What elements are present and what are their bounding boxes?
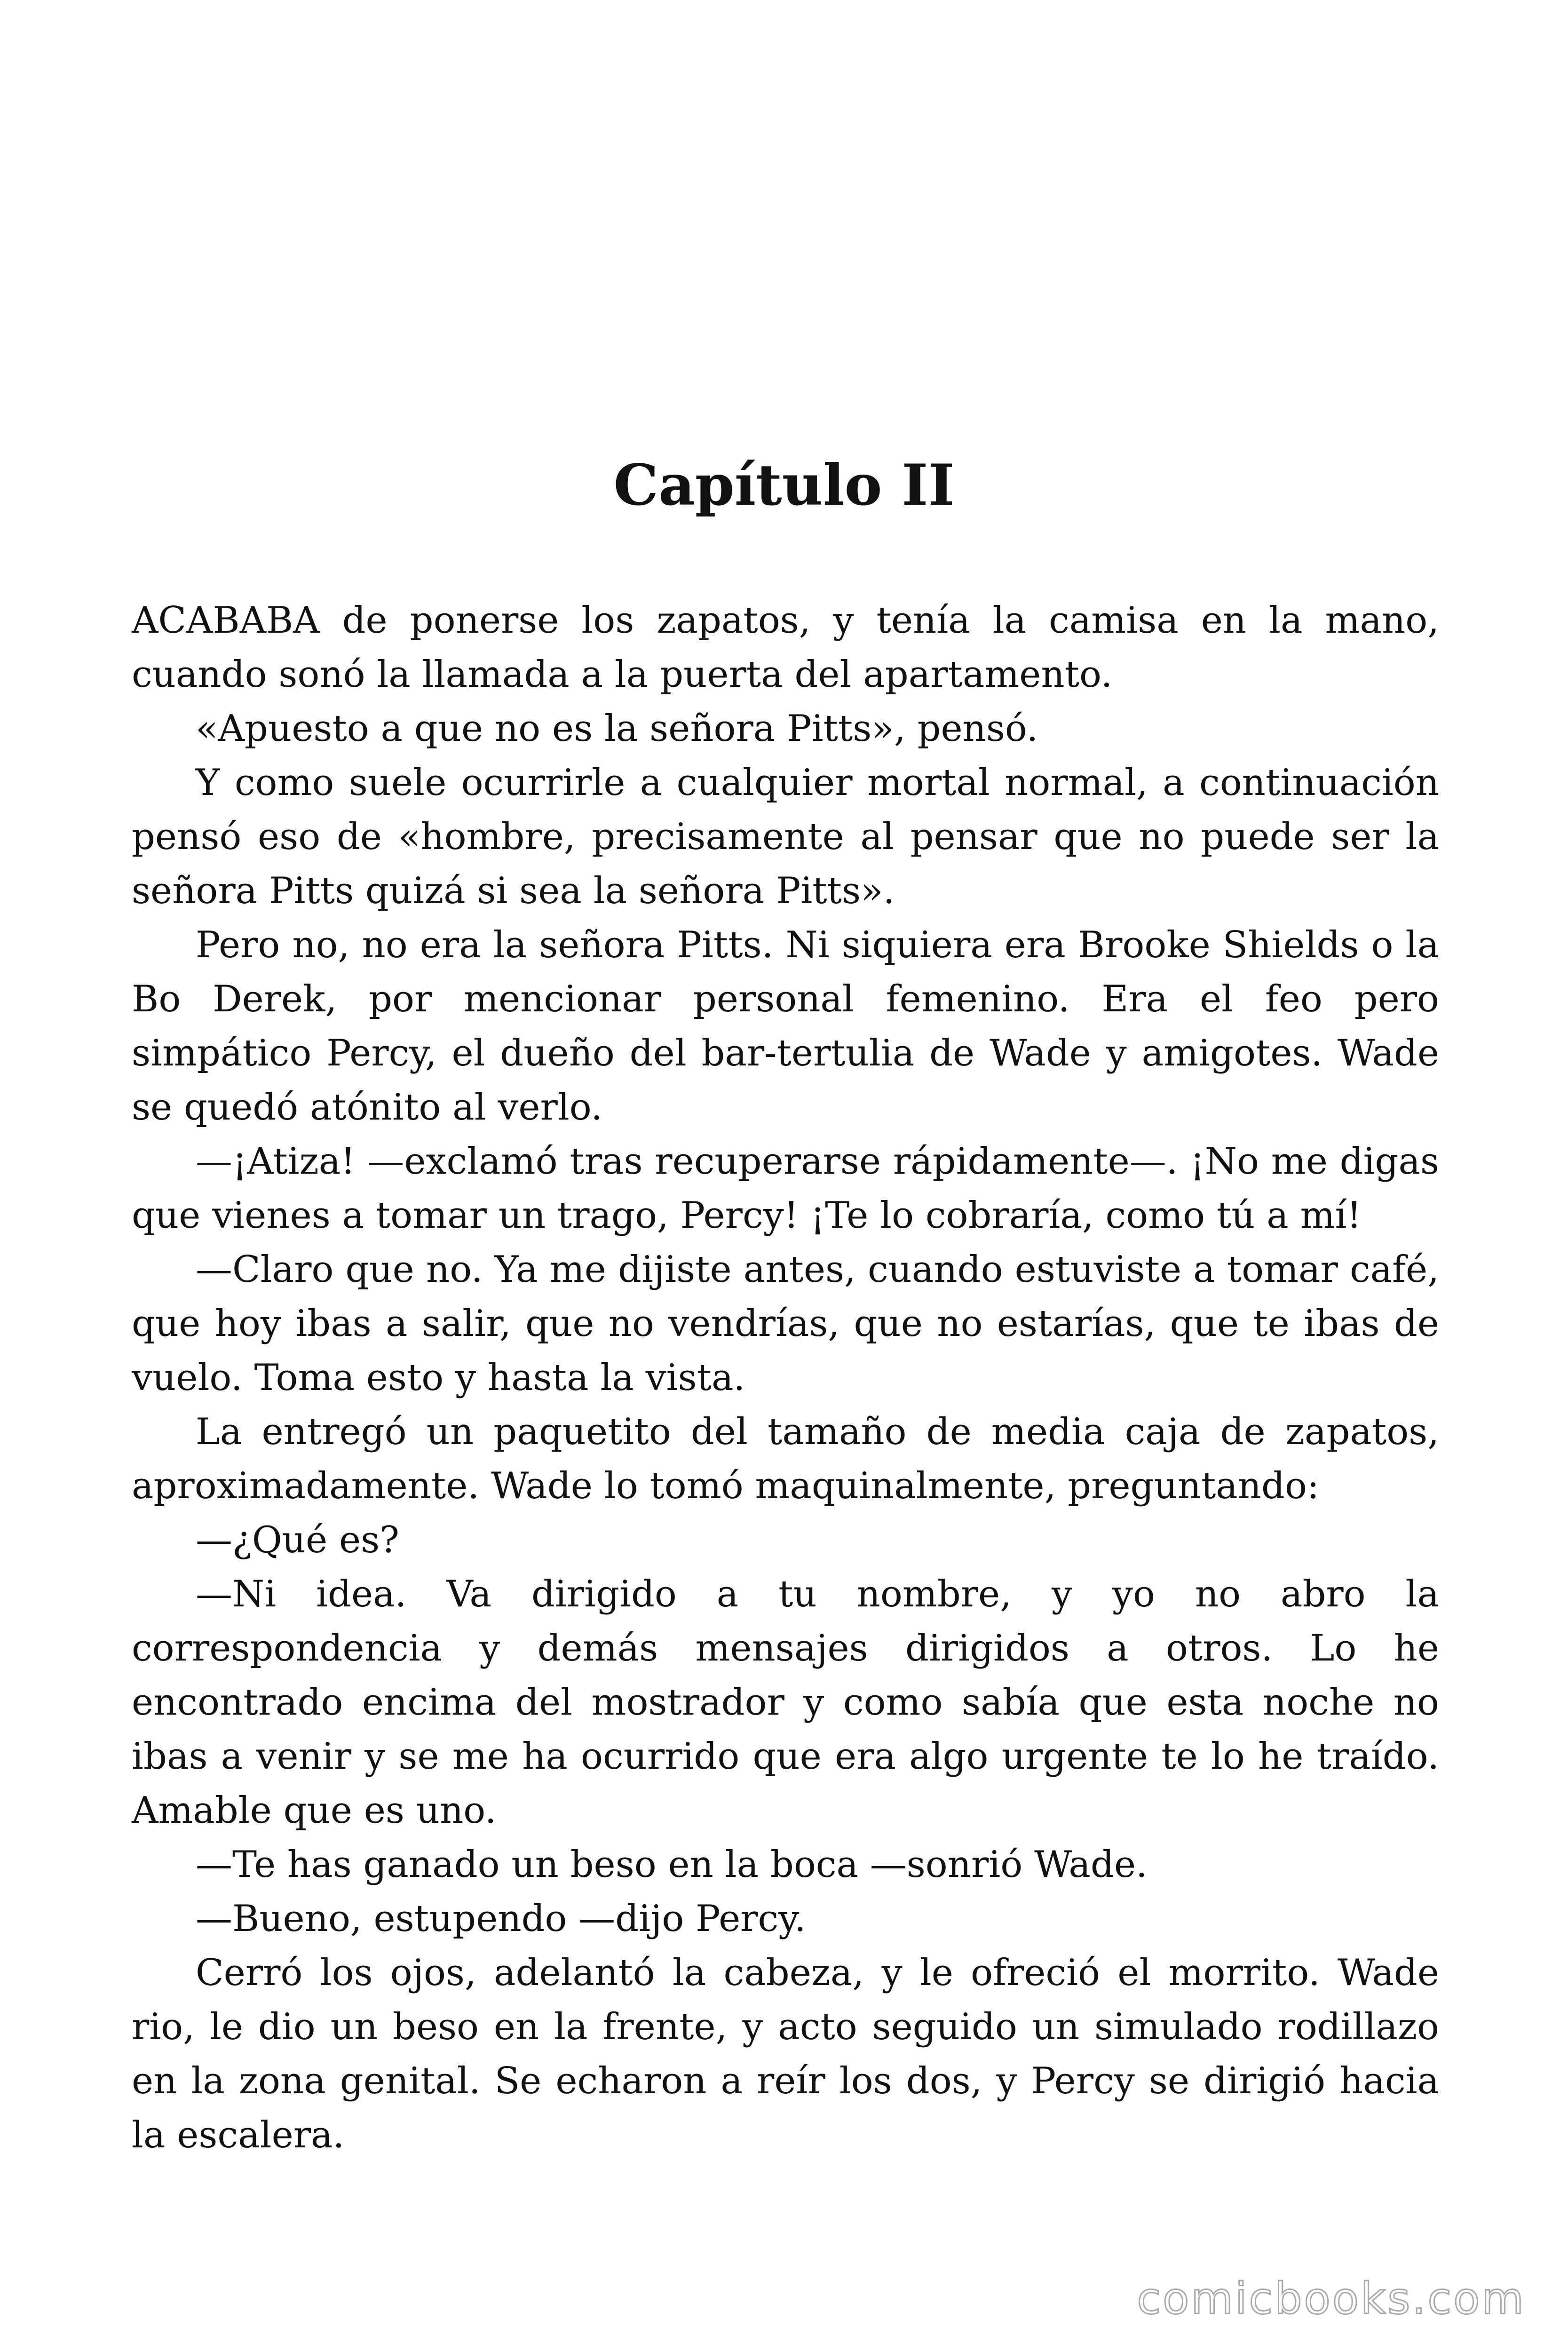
paragraph: —Claro que no. Ya me dijiste antes, cuando estuviste a tomar café, que hoy ibas a salir, que no vendrías, que no estarías, que te ibas de vuelo. Toma esto y hasta la vista. (132, 1248, 1439, 1399)
paragraph: —¡Atiza! —exclamó tras recuperarse rápidamente—. ¡No me digas que vienes a tomar un trago, Percy! ¡Te lo cobraría, como tú a mí! (132, 1140, 1439, 1237)
paragraph: Y como suele ocurrirle a cualquier mortal normal, a continuación pensó eso de «hombre, precisamente al pensar que no puede ser la señora Pitts quizá si sea la señora Pitts». (132, 762, 1439, 912)
paragraph: —¿Qué es? (196, 1519, 399, 1561)
paragraph: —Te has ganado un beso en la boca —sonrió Wade. (196, 1843, 1148, 1886)
paragraph: La entregó un paquetito del tamaño de media caja de zapatos, aproximadamente. Wade lo tomó maquinalmente, preguntando: (132, 1411, 1439, 1507)
paragraph: ACABABA de ponerse los zapatos, y tenía la camisa en la mano, cuando sonó la llamada a la puerta del apartamento. (132, 599, 1439, 696)
chapter-body (132, 594, 1439, 2162)
chapter-title: Capítulo II (613, 452, 955, 518)
paragraph: Cerró los ojos, adelantó la cabeza, y le ofreció el morrito. Wade rio, le dio un beso en la frente, y acto seguido un simulado rodillazo en la zona genital. Se echaron a reír los dos, y Percy se dirigió hacia la escalera. (132, 1952, 1439, 2156)
site-watermark: comicbooks.com (1137, 2273, 1526, 2324)
paragraph: Pero no, no era la señora Pitts. Ni siquiera era Brooke Shields o la Bo Derek, por mencionar personal femenino. Era el feo pero simpático Percy, el dueño del bar-tertulia de Wade y amigotes. Wade se quedó atónito al verlo. (132, 924, 1439, 1128)
paragraph: «Apuesto a que no es la señora Pitts», pensó. (196, 707, 1038, 750)
paragraph: —Bueno, estupendo —dijo Percy. (196, 1898, 806, 1940)
paragraph: —Ni idea. Va dirigido a tu nombre, y yo no abro la correspondencia y demás mensajes dirigidos a otros. Lo he encontrado encima del mostrador y como sabía que esta noche no ibas a venir y se me ha ocurrido que era algo urgente te lo he traído. Amable que es uno. (132, 1573, 1439, 1832)
